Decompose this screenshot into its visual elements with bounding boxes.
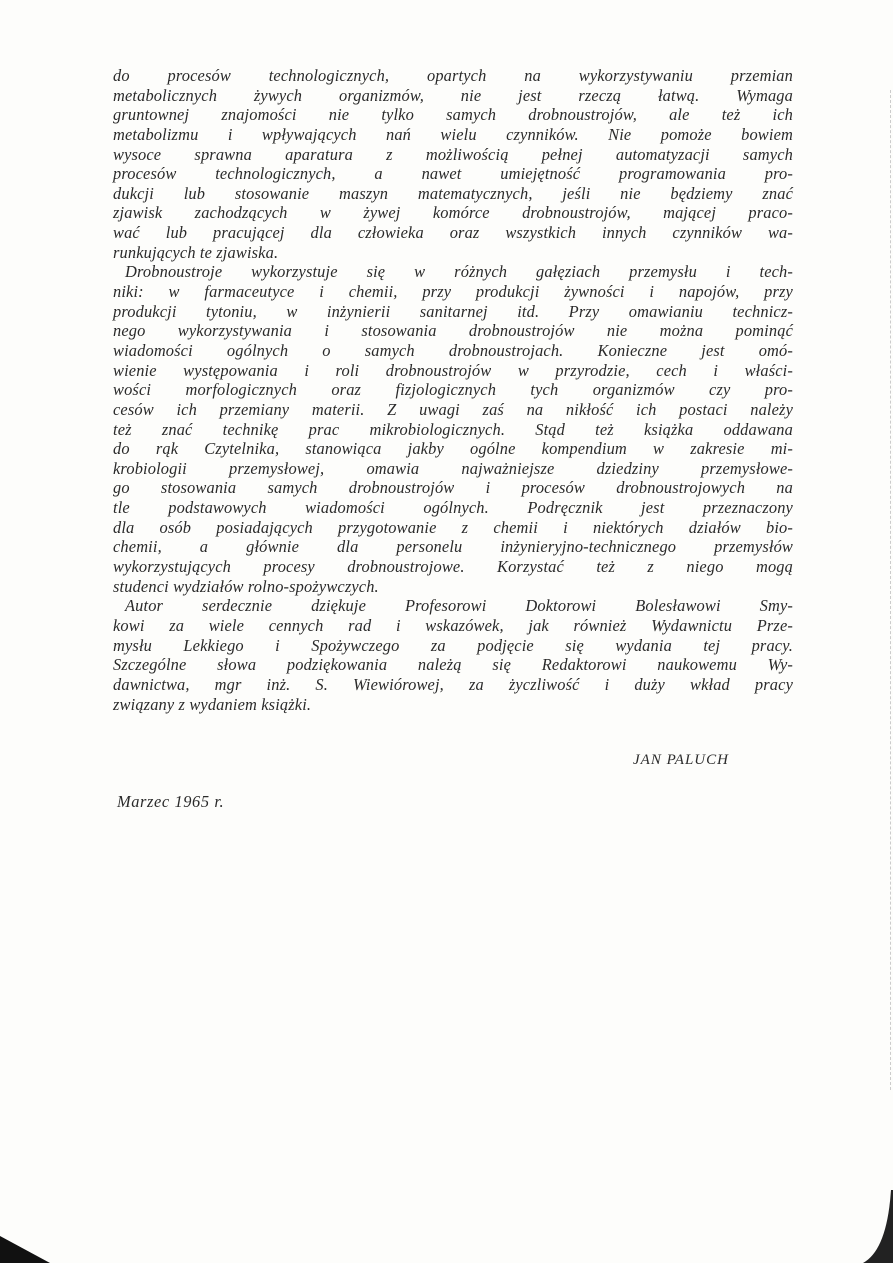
text-line: metabolizmu i wpływających nań wielu czynników. Nie pomoże bowiem bbox=[113, 124, 793, 144]
text-line: cesów ich przemiany materii. Z uwagi zaś na nikłość ich postaci należy bbox=[113, 399, 793, 419]
text-line: wysoce sprawna aparatura z możliwością pełnej automatyzacji samych bbox=[113, 144, 793, 164]
text-line: Drobnoustroje wykorzystuje się w różnych gałęziach przemysłu i tech- bbox=[125, 262, 793, 282]
text-line: Szczególne słowa podziękowania należą się Redaktorowi naukowemu Wy- bbox=[113, 655, 793, 675]
text-line: studenci wydziałów rolno-spożywczych. bbox=[113, 576, 379, 596]
text-line: produkcji tytoniu, w inżynierii sanitarnej itd. Przy omawianiu technicz- bbox=[113, 301, 793, 321]
author-signature: JAN PALUCH bbox=[633, 752, 729, 768]
text-line: tle podstawowych wiadomości ogólnych. Podręcznik jest przeznaczony bbox=[113, 498, 793, 518]
date-line: Marzec 1965 r. bbox=[117, 792, 225, 811]
page-edge-shadow bbox=[889, 90, 891, 1090]
text-line: procesów technologicznych, a nawet umiejętność programowania pro- bbox=[113, 164, 793, 184]
text-line: metabolicznych żywych organizmów, nie jest rzeczą łatwą. Wymaga bbox=[113, 85, 793, 105]
text-line: mysłu Lekkiego i Spożywczego za podjęcie się wydania tej pracy. bbox=[113, 635, 793, 655]
scan-corner-shadow-right bbox=[853, 1190, 893, 1263]
text-line: dawnictwa, mgr inż. S. Wiewiórowej, za życzliwość i duży wkład pracy bbox=[113, 674, 793, 694]
scan-corner-shadow-left bbox=[0, 1228, 50, 1263]
text-line: go stosowania samych drobnoustrojów i procesów drobnoustrojowych na bbox=[113, 478, 793, 498]
text-line: zjawisk zachodzących w żywej komórce drobnoustrojów, mającej praco- bbox=[113, 203, 793, 223]
body-text bbox=[113, 66, 793, 714]
text-line: wienie występowania i roli drobnoustrojów w przyrodzie, cech i właści- bbox=[113, 360, 793, 380]
text-line: wiadomości ogólnych o samych drobnoustrojach. Konieczne jest omó- bbox=[113, 340, 793, 360]
text-line: nego wykorzystywania i stosowania drobnoustrojów nie można pominąć bbox=[113, 321, 793, 341]
text-line: niki: w farmaceutyce i chemii, przy produkcji żywności i napojów, przy bbox=[113, 282, 793, 302]
text-line: wykorzystujących procesy drobnoustrojowe. Korzystać też z niego mogą bbox=[113, 557, 793, 577]
text-line: wości morfologicznych oraz fizjologicznych tych organizmów czy pro- bbox=[113, 380, 793, 400]
text-line: też znać technikę prac mikrobiologicznych. Stąd też książka oddawana bbox=[113, 419, 793, 439]
text-line: kowi za wiele cennych rad i wskazówek, jak również Wydawnictu Prze- bbox=[113, 615, 793, 635]
text-line: Autor serdecznie dziękuje Profesorowi Doktorowi Bolesławowi Smy- bbox=[125, 596, 793, 616]
text-line: związany z wydaniem książki. bbox=[113, 694, 312, 714]
text-line: dla osób posiadających przygotowanie z chemii i niektórych działów bio- bbox=[113, 517, 793, 537]
text-line: do rąk Czytelnika, stanowiąca jakby ogólne kompendium w zakresie mi- bbox=[113, 439, 793, 459]
text-line: runkujących te zjawiska. bbox=[113, 242, 279, 262]
text-line: chemii, a głównie dla personelu inżynieryjno-technicznego przemysłów bbox=[113, 537, 793, 557]
text-line: do procesów technologicznych, opartych na wykorzystywaniu przemian bbox=[113, 66, 793, 85]
text-line: dukcji lub stosowanie maszyn matematycznych, jeśli nie będziemy znać bbox=[113, 183, 793, 203]
text-line: krobiologii przemysłowej, omawia najważniejsze dziedziny przemysłowe- bbox=[113, 458, 793, 478]
text-line: gruntownej znajomości nie tylko samych drobnoustrojów, ale też ich bbox=[113, 105, 793, 125]
text-line: wać lub pracującej dla człowieka oraz wszystkich innych czynników wa- bbox=[113, 223, 793, 243]
